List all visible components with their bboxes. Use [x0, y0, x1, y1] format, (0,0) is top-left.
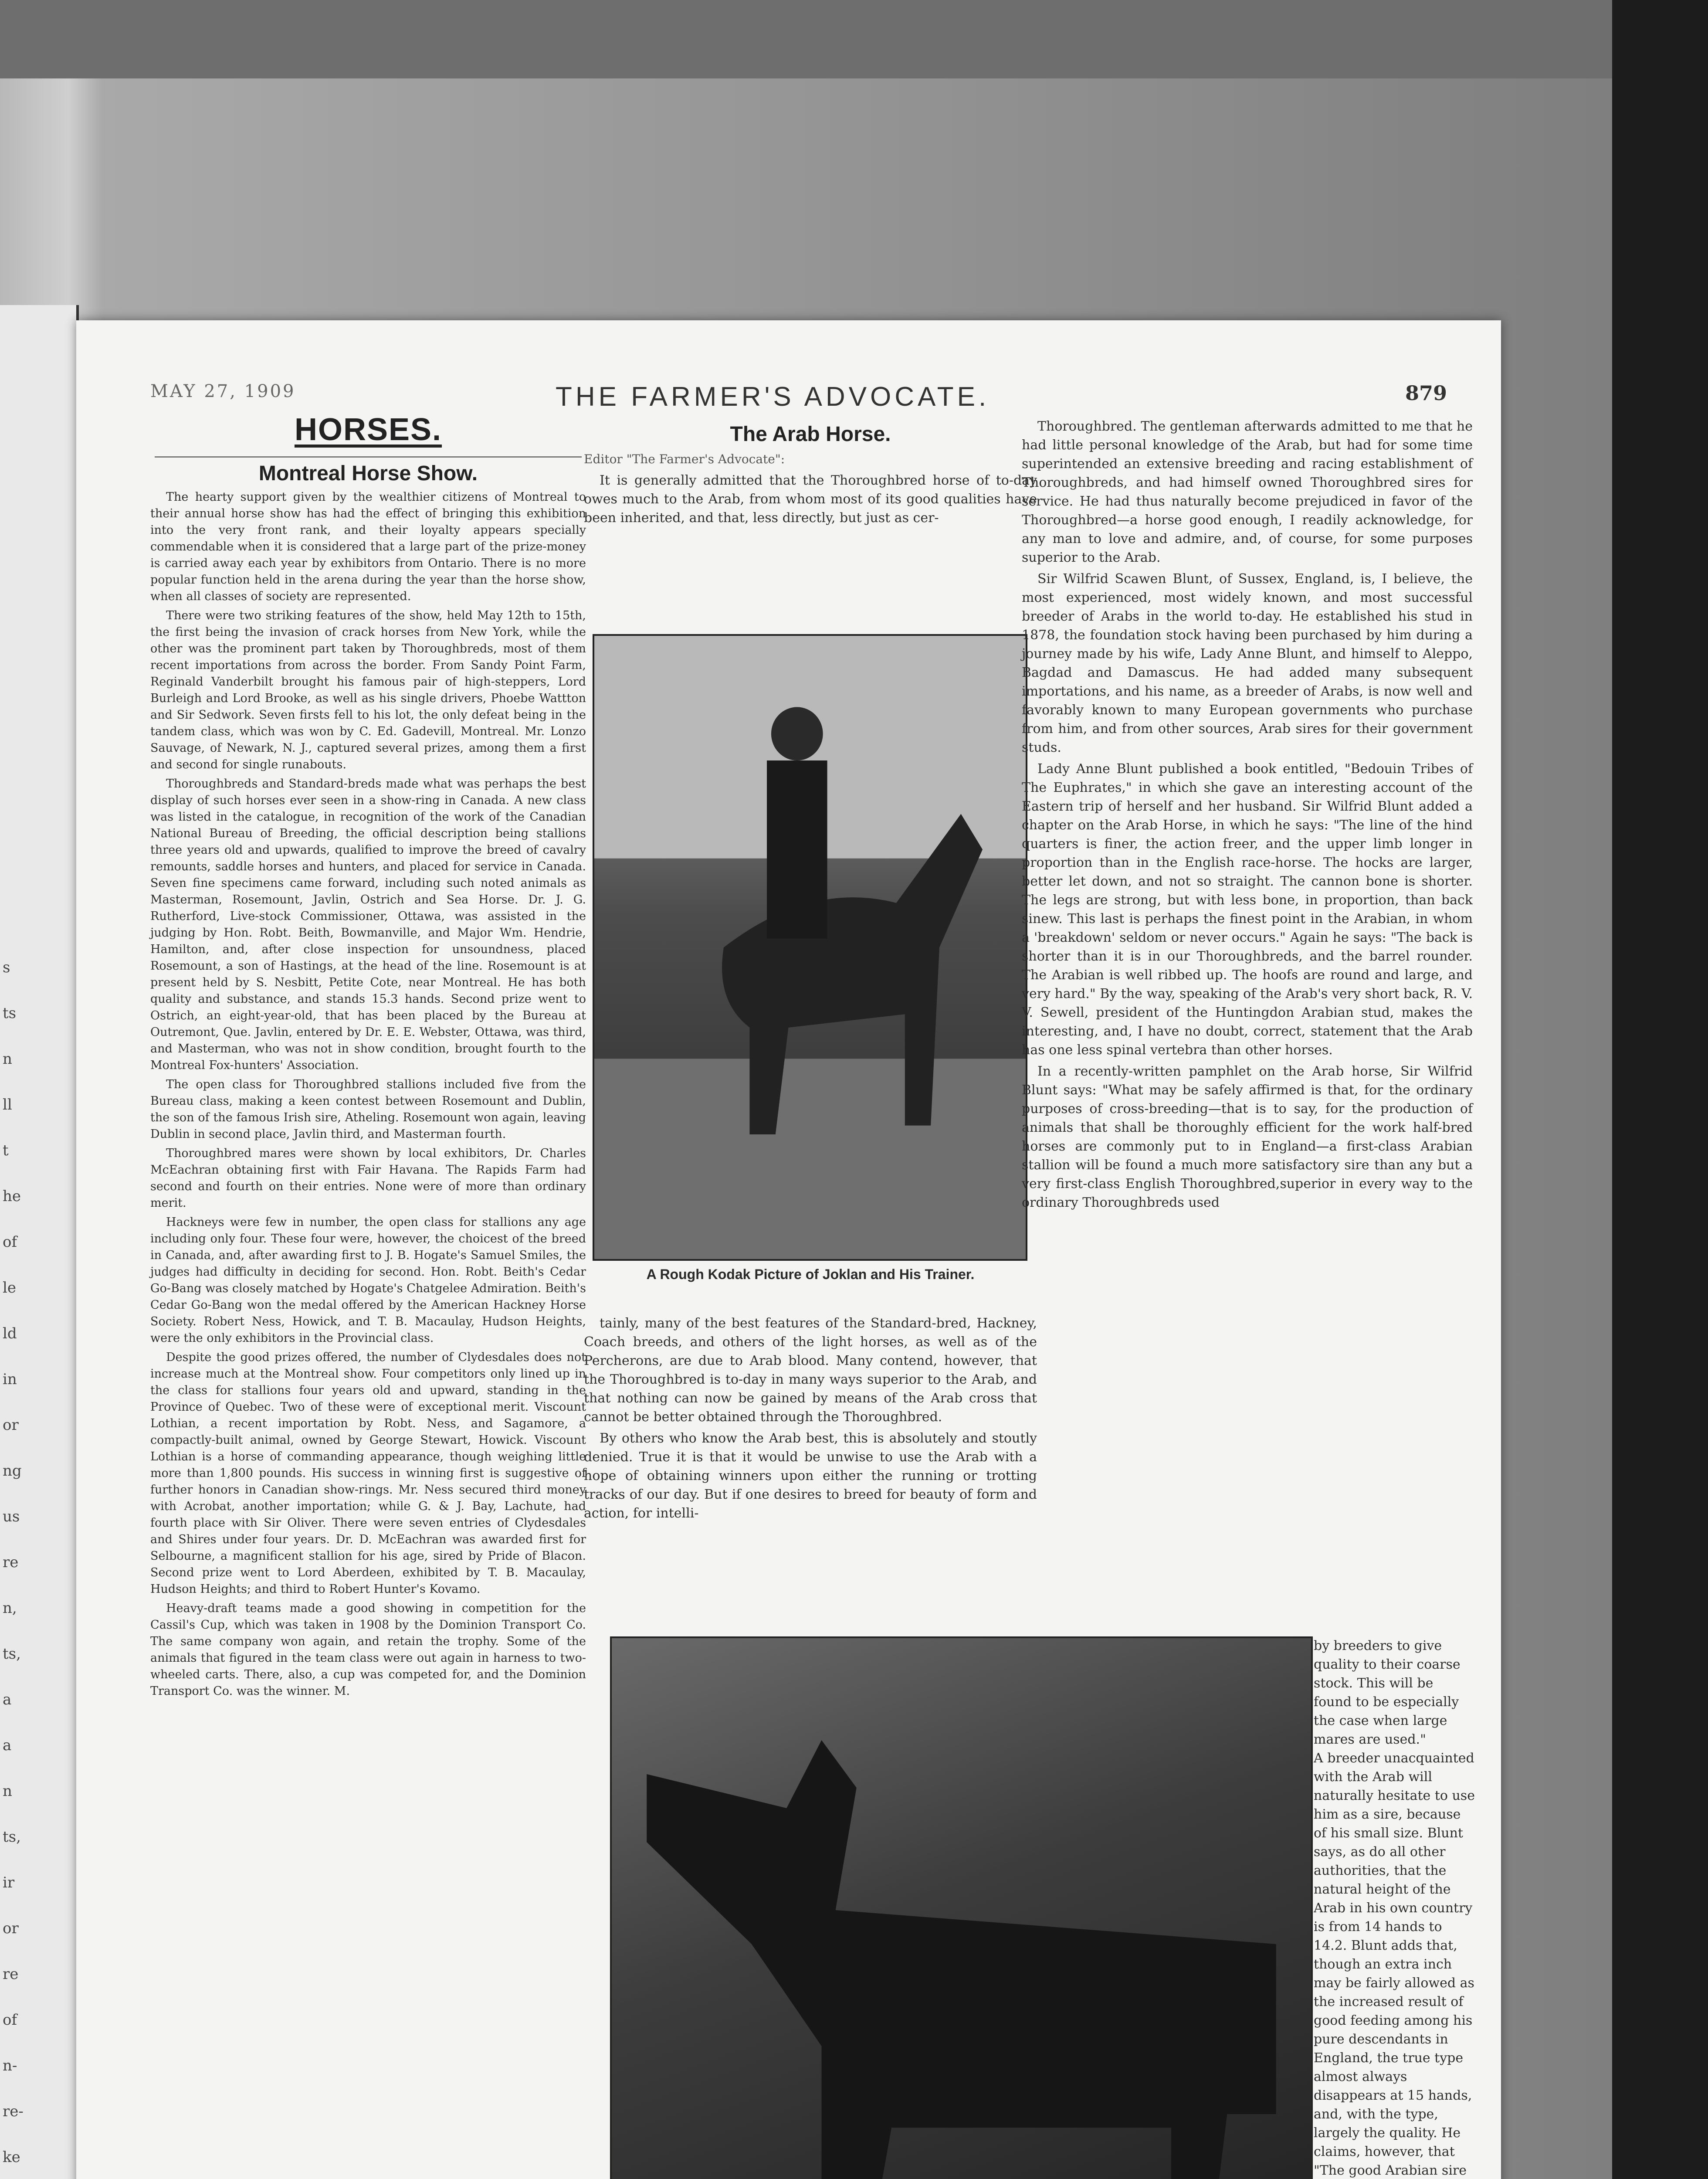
- left-page-fragment: re: [3, 1554, 19, 1571]
- header-date: MAY 27, 1909: [150, 381, 296, 401]
- page-number: 879: [1405, 381, 1447, 405]
- paragraph: Thoroughbred. The gentleman afterwards admitted to me that he had little personal knowledge of the Arab, but had for some time superintended an extensive breeding and racing establishment of Thoroughbreds, and had himself owned Thoroughbred sires for service. He had thus naturally become prejudiced in favor of the Thoroughbred—a horse good enough, I readily acknowledge, for any man to love and admire, and, of course, for some purposes superior to the Arab.: [1022, 419, 1473, 565]
- montreal-paragraph: Thoroughbred mares were shown by local exhibitors, Dr. Charles McEachran obtaining first with Fair Havana. The Rapids Farm had second and fourth on their entries. None were of more than ordinary merit.: [150, 1147, 586, 1210]
- section-heading: HORSES.: [294, 412, 442, 447]
- arab-col3-top: [1022, 417, 1473, 1215]
- left-page-fragment: of: [3, 2011, 17, 2029]
- photo-joklan-and-trainer: [593, 634, 1027, 1261]
- paragraph: By others who know the Arab best, this is absolutely and stoutly denied. True it is that it would be unwise to use the Arab with a hope of obtaining winners upon either the running or trotting tracks of our day. But if one desires to breed for beauty of form and action, for intelli-: [584, 1431, 1037, 1521]
- montreal-paragraph: The hearty support given by the wealthier citizens of Montreal to their annual horse show has had the effect of bringing this exhibition into the very front rank, and their loyalty appears specially commendable when it is considered that a large part of the prize-money is carried away each year by exhibitors from Ontario. There is no more popular function held in the arena during the year than the horse show, when all classes of society are represented.: [150, 490, 586, 603]
- paragraph: In a recently-written pamphlet on the Arab horse, Sir Wilfrid Blunt says: "What may be safely affirmed is that, for the ordinary purposes of cross-breeding—that is to say, for the production of animals that shall be thoroughly efficient for the work half-bred horses are commonly put to in England—a first-class Arabian stallion will be found a much more satisfactory sire than any but a very first-class English Thoroughbred,superior in every way to the ordinary Thoroughbreds used: [1022, 1064, 1473, 1210]
- arab-col3-narrow: by breeders to give quality to their coarse stock. This will be found to be especially the case when large mares are used." A breeder unacquainted with the Arab will naturally hesitate to use him as a sire, because of his small size. Blunt says, as do all other authorities, that the natural height of the Arab in his own country is from 14 hands to 14.2. Blunt adds that, though an extra inch may be fairly allowed as the increased result of good feeding among his pure descendants in England, the true type almost always disappears at 15 hands, and, with the type, largely the quality. He claims, however, that "The good Arabian sire: [1314, 1638, 1475, 2178]
- photo1-caption: A Rough Kodak Picture of Joklan and His Trainer.: [646, 1266, 975, 1282]
- arab-article-intro: [584, 425, 1037, 530]
- left-page-fragment: s: [3, 959, 10, 976]
- left-page-fragment: re: [3, 1965, 19, 1983]
- photo-palaver: [610, 1636, 1313, 2179]
- left-page-fragment: a: [3, 1737, 12, 1754]
- montreal-paragraph: Thoroughbreds and Standard-breds made what was perhaps the best display of such horses ever seen in a show-ring in Canada. A new class was listed in the catalogue, in recognition of the work of the Canadian National Bureau of Breeding, the official description being stallions three years old and upwards, qualified to improve the breed of cavalry remounts, saddle horses and hunters, and placed for service in Canada. Seven fine specimens came forward, including such noted animals as Masterman, Rosemount, Javlin, Ostrich and Sea Horse. Dr. J. G. Rutherford, Live-stock Commissioner, Ottawa, was assisted in the judging by Hon. Robt. Beith, Bowmanville, and Major Wm. Hendrie, Hamilton, and, after close inspection for unsoundness, placed Rosemount, a son of Hastings, at the head of the line. Rosemount is at present held by S. Nesbitt, Petite Cote, near Montreal. He has both quality and substance, and stands 15.3 hands. Second prize went to Ostrich, an eight-year-old, that has been placed by the Bureau at Outremont, Que. Javlin, entered by Dr. E. E. Webster, Ottawa, was third, and Masterman, who was not in show condition, brought fourth to the Montreal Fox-hunters' Association.: [150, 777, 586, 1072]
- header-title: THE FARMER'S ADVOCATE.: [556, 382, 990, 412]
- arab-intro: It is generally admitted that the Thoroughbred horse of to-day owes much to the Arab, from whom most of its good qualities have been inherited, and that, less directly, but just as cer-: [584, 473, 1037, 526]
- left-page-fragment: of: [3, 1233, 17, 1251]
- left-page-fragment: he: [3, 1188, 21, 1205]
- left-page-fragment: us: [3, 1508, 20, 1525]
- left-page-fragment: ts: [3, 1005, 17, 1022]
- montreal-article: [150, 464, 586, 1702]
- heading-rule: [155, 456, 582, 458]
- left-page-fragment: a: [3, 1691, 12, 1708]
- paragraph: tainly, many of the best features of the Standard-bred, Hackney, Coach breeds, and others of the light horses, as well as of the Percherons, are due to Arab blood. Many contend, however, that the Thoroughbred is to-day in many ways superior to the Arab, and that nothing can now be gained by means of the Arab cross that cannot be better obtained through the Thoroughbred.: [584, 1316, 1037, 1425]
- left-page-fragment: ll: [3, 1096, 12, 1113]
- horse-rider-photo-icon: [594, 636, 1026, 1259]
- montreal-body: [150, 489, 586, 1700]
- newspaper-page: [76, 320, 1501, 2179]
- horse-photo-icon: [612, 1638, 1311, 2179]
- montreal-paragraph: There were two striking features of the show, held May 12th to 15th, the first being the invasion of crack horses from New York, while the other was the prominent part taken by Thoroughbreds, most of them recent importations from across the border. From Sandy Point Farm, Reginald Vanderbilt brought his famous pair of high-steppers, Lord Burleigh and Lord Brooke, as well as his single drivers, Phoebe Wattton and Sir Sedwork. Seven firsts fell to his lot, the only defeat being in the tandem class, which was won by C. Ed. Gadevill, Montreal. Mr. Lonzo Sauvage, of Newark, N. J., captured several prizes, among them a first and second for single runabouts.: [150, 609, 586, 771]
- paragraph: Lady Anne Blunt published a book entitled, "Bedouin Tribes of The Euphrates," in which she gave an interesting account of the Eastern trip of herself and her husband. Sir Wilfrid Blunt added a chapter on the Arab Horse, in which he says: "The line of the hind quarters is finer, the action freer, and the upper limb longer in proportion than in the English race-horse. The hocks are larger, better let down, and not so straight. The cannon bone is shorter. The legs are strong, but with less bone, in proportion, than back sinew. This last is perhaps the finest point in the Arabian, in whom a 'breakdown' seldom or never occurs." Again he says: "The back is shorter than it is in our Thoroughbreds, and the barrel rounder. The Arabian is well ribbed up. The hoofs are round and large, and very hard." By the way, speaking of the Arab's very short back, R. V. V. Sewell, president of the Huntingdon Arabian stud, makes the interesting, and, I have no doubt, correct, statement that the Arab has one less spinal vertebra than other horses.: [1022, 761, 1473, 1058]
- paragraph: Sir Wilfrid Scawen Blunt, of Sussex, England, is, I believe, the most experienced, most widely known, and most successful breeder of Arabs in the world to-day. He established his stud in 1878, the foundation stock having been purchased by him during a journey made by his wife, Lady Anne Blunt, and himself to Aleppo, Bagdad and Damascus. He had added many subsequent importations, and his name, as a breeder of Arabs, is now well and favorably known to many European governments who purchase from him, and from other sources, Arab sires for their government studs.: [1022, 571, 1473, 755]
- arab-col2-middle: [584, 1314, 1037, 1525]
- left-page-fragment: or: [3, 1920, 19, 1937]
- left-page-fragment: re-: [3, 2103, 24, 2120]
- scan-top-band: [0, 0, 1708, 78]
- left-page-fragment: ts,: [3, 1645, 21, 1663]
- arab-title: The Arab Horse.: [730, 423, 891, 446]
- left-page-fragment: in: [3, 1371, 17, 1388]
- left-page-fragment: t: [3, 1142, 9, 1159]
- left-page-fragment: le: [3, 1279, 16, 1297]
- montreal-title: Montreal Horse Show.: [258, 462, 478, 485]
- left-page-fragment: ir: [3, 1874, 15, 1891]
- montreal-paragraph: The open class for Thoroughbred stallions included five from the Bureau class, making a keen contest between Rosemount and Dublin, the son of the famous Irish sire, Atheling. Rosemount won again, leaving Dublin in second place, Javlin third, and Masterman fourth.: [150, 1078, 586, 1141]
- editor-line: Editor "The Farmer's Advocate":: [584, 452, 785, 466]
- scanner-edge: [1612, 0, 1708, 2179]
- adjacent-page-edge: [0, 305, 79, 2179]
- left-page-fragment: or: [3, 1416, 19, 1434]
- montreal-paragraph: Heavy-draft teams made a good showing in competition for the Cassil's Cup, which was taken in 1908 by the Dominion Transport Co. The same company won again, and retain the trophy. Some of the animals that figured in the team class were out again in harness to two-wheeled carts. There, also, a cup was competed for, and the Dominion Transport Co. was the winner. M.: [150, 1602, 586, 1698]
- left-page-fragment: n: [3, 1050, 12, 1068]
- left-page-fragment: ts,: [3, 1828, 21, 1846]
- left-page-fragment: ld: [3, 1325, 17, 1342]
- left-page-fragment: ke: [3, 2148, 20, 2166]
- left-page-fragment: n: [3, 1782, 12, 1800]
- montreal-paragraph: Despite the good prizes offered, the number of Clydesdales does not increase much at the Montreal show. Four competitors only lined up in the class for stallions four years old and upward, standing in the Province of Quebec. Two of these were of exceptional merit. Viscount Lothian, a recent importation by Robt. Ness, and Sagamore, a compactly-built animal, owned by George Stewart, Howick. Viscount Lothian is a horse of commanding appearance, though weighing little more than 1,800 pounds. His success in winning first is suggestive of further honors in Canadian show-rings. Mr. Ness secured third money with Acrobat, another importation; while G. & J. Bay, Lachute, had fourth place with Sir Oliver. There were seven entries of Clydesdales and Shires under four years. Dr. D. McEachran was awarded first for Selbourne, a magnificent stallion for his age, sired by Pride of Blacon. Second prize went to Lord Aberdeen, exhibited by T. B. Macaulay, Hudson Heights; and third to Robert Hunter's Kovamo.: [150, 1351, 586, 1596]
- left-page-fragment: n,: [3, 1599, 17, 1617]
- left-page-fragment: n-: [3, 2057, 17, 2074]
- montreal-paragraph: Hackneys were few in number, the open class for stallions any age including only four. These four were, however, the choicest of the breed in Canada, and, after awarding first to J. B. Hogate's Samuel Smiles, the judges had difficulty in deciding for second. Hon. Robt. Beith's Cedar Go-Bang was closely matched by Hogate's Chatgelee Admiration. Beith's Cedar Go-Bang won the medal offered by the American Hackney Horse Society. Robert Ness, Howick, and T. B. Macaulay, Hudson Heights, were the only exhibitors in the Provincial class.: [150, 1215, 586, 1345]
- left-page-fragment: ng: [3, 1462, 22, 1480]
